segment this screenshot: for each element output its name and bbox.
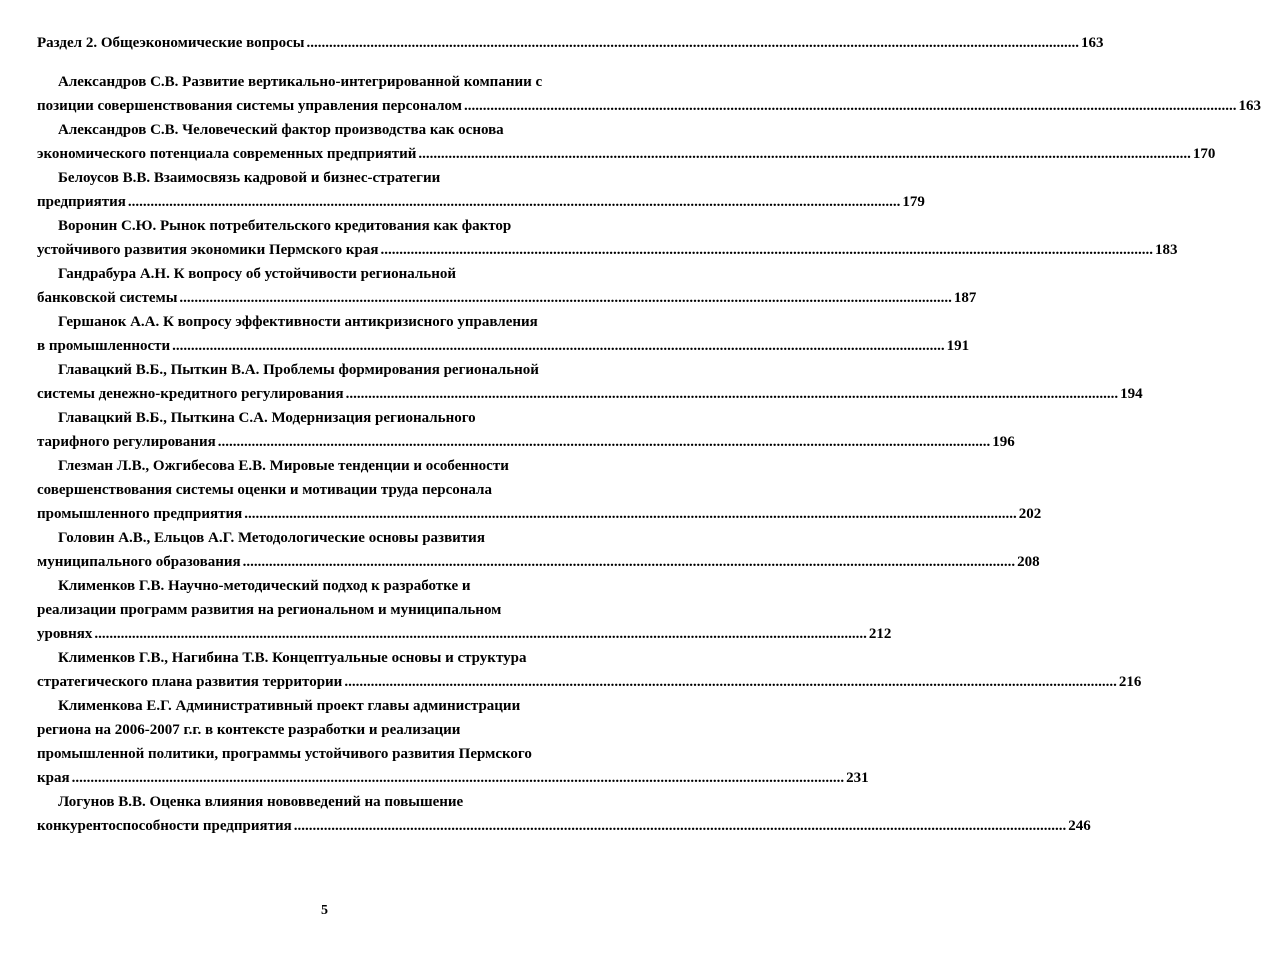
toc-entry-line: Глезман Л.В., Ожгибесова Е.В. Мировые тенденции и особенности [58, 458, 509, 474]
toc-entry-page-number: 163 [1238, 98, 1261, 114]
page-number: 5 [321, 903, 328, 918]
dot-leader [218, 430, 991, 454]
dot-leader [244, 502, 1017, 526]
toc-entry-line: Клименков Г.В., Нагибина Т.В. Концептуальные основы и структура [58, 650, 527, 666]
toc-entries [37, 70, 1261, 838]
toc-entry-page-number: 212 [868, 626, 892, 642]
toc-entry-text: позиции совершенствования системы управления персоналом [37, 98, 462, 114]
dot-leader [418, 142, 1191, 166]
toc-entry[interactable] [37, 406, 1015, 454]
section-heading[interactable] [37, 31, 1104, 55]
toc-entry-text: банковской системы [37, 290, 178, 306]
toc-entry-text: уровнях [37, 626, 93, 642]
toc-entry[interactable] [37, 214, 1178, 262]
dot-leader [344, 670, 1117, 694]
toc-entry-line: Гандрабура А.Н. К вопросу об устойчивости региональной [58, 266, 457, 282]
table-of-contents [37, 31, 1261, 838]
toc-entry[interactable] [37, 694, 869, 790]
toc-entry-last-line [37, 94, 1261, 118]
dot-leader [243, 550, 1016, 574]
toc-entry-page-number: 216 [1118, 674, 1142, 690]
toc-entry[interactable] [37, 118, 1216, 166]
toc-entry-last-line [37, 382, 1143, 406]
toc-entry-page-number: 191 [946, 338, 970, 354]
toc-entry-text: стратегического плана развития территории [37, 674, 343, 690]
toc-entry-text: в промышленности [37, 338, 171, 354]
toc-entry-text: предприятия [37, 194, 126, 210]
toc-entry[interactable] [37, 574, 892, 646]
toc-entry-line: Логунов В.В. Оценка влияния нововведений на повышение [58, 794, 464, 810]
toc-entry-page-number: 194 [1120, 386, 1143, 402]
toc-entry-line: региона на 2006-2007 г.г. в контексте разработки и реализации [37, 722, 461, 738]
toc-entry-text: края [37, 770, 70, 786]
toc-entry-line: Гершанок А.А. К вопросу эффективности антикризисного управления [58, 314, 538, 330]
dot-leader [179, 286, 952, 310]
toc-entry-page-number: 231 [846, 770, 869, 786]
toc-entry-last-line [37, 622, 892, 646]
toc-entry-text: системы денежно-кредитного регулирования [37, 386, 344, 402]
toc-entry-text: муниципального образования [37, 554, 241, 570]
toc-entry[interactable] [37, 310, 970, 358]
dot-leader [306, 31, 1079, 55]
toc-entry-page-number: 187 [953, 290, 977, 306]
section-page-number: 163 [1080, 35, 1104, 51]
toc-entry-line: Александров С.В. Развитие вертикально-интегрированной компании с [58, 74, 543, 90]
toc-entry-line: Главацкий В.Б., Пыткин В.А. Проблемы формирования региональной [58, 362, 539, 378]
toc-entry-line: Клименкова Е.Г. Административный проект главы администрации [58, 698, 521, 714]
toc-entry-page-number: 208 [1017, 554, 1040, 570]
toc-entry-last-line [37, 502, 1042, 526]
toc-entry[interactable] [37, 526, 1040, 574]
toc-entry[interactable] [37, 262, 977, 310]
toc-entry-line: совершенствования системы оценки и мотивации труда персонала [37, 482, 492, 498]
dot-leader [294, 814, 1067, 838]
dot-leader [94, 622, 867, 646]
toc-entry-line: промышленной политики, программы устойчивого развития Пермского [37, 746, 532, 762]
toc-entry-last-line [37, 190, 925, 214]
toc-entry-line: Головин А.В., Ельцов А.Г. Методологические основы развития [58, 530, 485, 546]
section-title: Раздел 2. Общеэкономические вопросы [37, 35, 305, 51]
toc-entry-line: Воронин С.Ю. Рынок потребительского кредитования как фактор [58, 218, 512, 234]
toc-entry-last-line [37, 766, 869, 790]
dot-leader [172, 334, 945, 358]
toc-entry[interactable] [37, 70, 1261, 118]
toc-entry[interactable] [37, 358, 1143, 406]
toc-entry-page-number: 170 [1192, 146, 1216, 162]
toc-entry[interactable] [37, 646, 1142, 694]
dot-leader [128, 190, 901, 214]
toc-entry-line: Главацкий В.Б., Пыткина С.А. Модернизация регионального [58, 410, 476, 426]
toc-entry[interactable] [37, 790, 1091, 838]
toc-entry-last-line [37, 142, 1216, 166]
toc-entry-line: реализации программ развития на региональном и муниципальном [37, 602, 502, 618]
toc-entry-last-line [37, 814, 1091, 838]
dot-leader [346, 382, 1119, 406]
dot-leader [72, 766, 845, 790]
toc-entry-line: Белоусов В.В. Взаимосвязь кадровой и бизнес-стратегии [58, 170, 441, 186]
toc-entry-text: промышленного предприятия [37, 506, 243, 522]
toc-entry-page-number: 183 [1155, 242, 1178, 258]
toc-entry-last-line [37, 430, 1015, 454]
toc-entry-line: Александров С.В. Человеческий фактор производства как основа [58, 122, 504, 138]
toc-entry-last-line [37, 238, 1178, 262]
toc-entry-line: Клименков Г.В. Научно-методический подход к разработке и [58, 578, 471, 594]
toc-entry[interactable] [37, 454, 1042, 526]
dot-leader [381, 238, 1154, 262]
dot-leader [464, 94, 1237, 118]
toc-entry-page-number: 246 [1068, 818, 1091, 834]
toc-entry-page-number: 179 [902, 194, 925, 210]
toc-entry-page-number: 202 [1018, 506, 1042, 522]
toc-entry-last-line [37, 334, 970, 358]
toc-entry-text: экономического потенциала современных предприятий [37, 146, 417, 162]
toc-entry[interactable] [37, 166, 925, 214]
toc-entry-last-line [37, 670, 1142, 694]
toc-entry-last-line [37, 286, 977, 310]
toc-entry-text: тарифного регулирования [37, 434, 216, 450]
toc-entry-text: конкурентоспособности предприятия [37, 818, 292, 834]
toc-entry-text: устойчивого развития экономики Пермского края [37, 242, 379, 258]
toc-entry-last-line [37, 550, 1040, 574]
toc-entry-page-number: 196 [992, 434, 1015, 450]
